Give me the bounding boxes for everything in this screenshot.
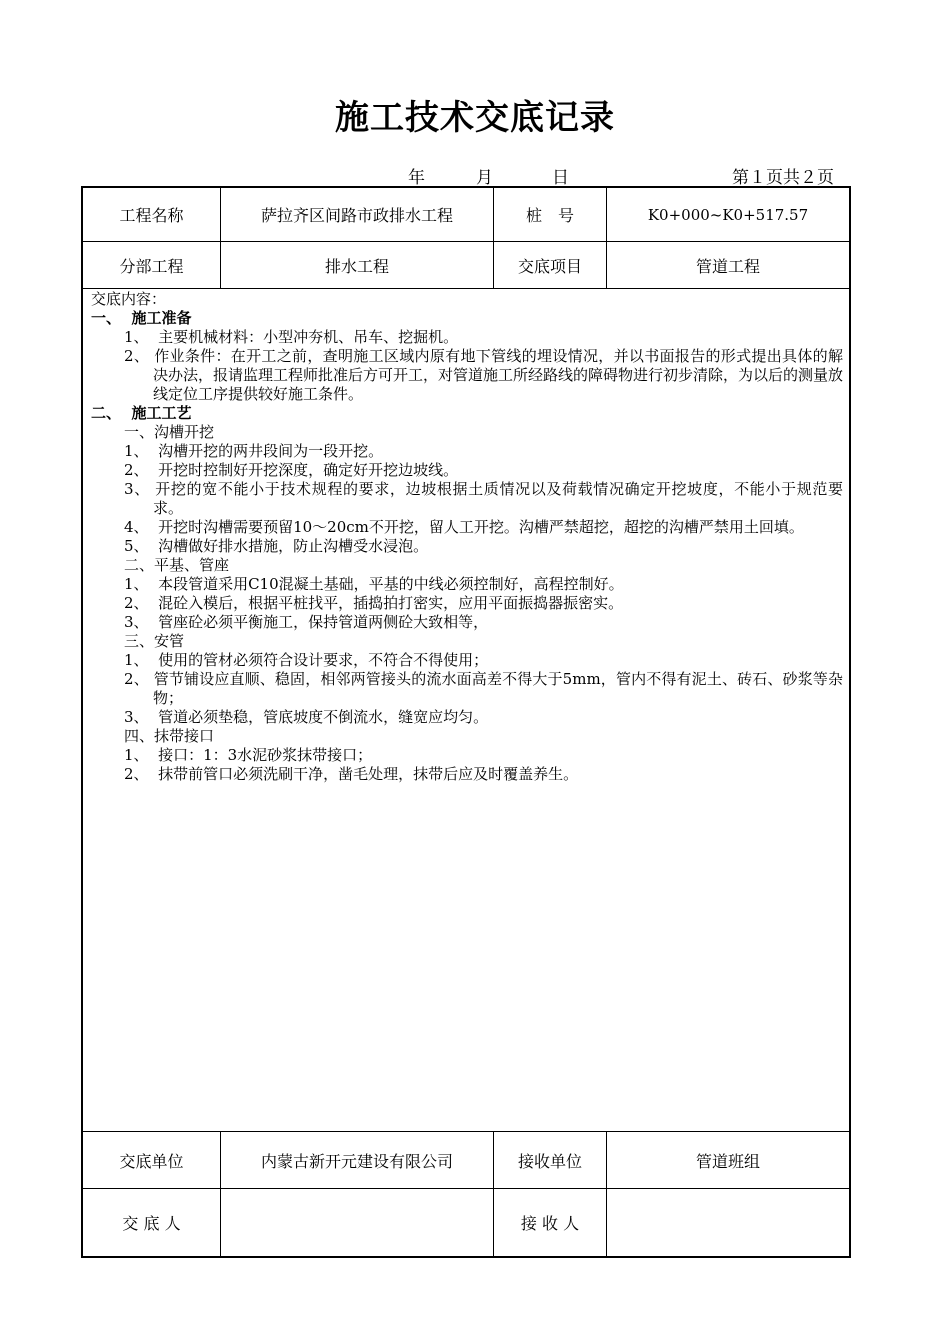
subsection-item: 3、 管道必须垫稳，管底坡度不倒流水，缝宽应均匀。 — [124, 708, 489, 726]
briefing-content — [91, 290, 843, 784]
division-value: 排水工程 — [324, 256, 389, 276]
date-line — [80, 163, 850, 188]
issuer-person-label: 交 底 人 — [122, 1214, 181, 1233]
subsection-item: 2、 抹带前管口必须洗刷干净，凿毛处理，抹带后应及时覆盖养生。 — [124, 765, 579, 783]
issuer-unit-label: 交底单位 — [119, 1151, 184, 1171]
item-value: 管道工程 — [695, 256, 760, 276]
subsection-title: 四、抹带接口 — [124, 727, 215, 745]
subsection-item: 1、 本段管道采用C10混凝土基础，平基的中线必须控制好，高程控制好。 — [124, 575, 624, 593]
section-1-item: 1、 主要机械材料：小型冲夯机、吊车、挖掘机。 — [124, 328, 459, 346]
subsection-item: 3、 开挖的宽不能小于技术规程的要求，边坡根据土质情况以及荷载情况确定开挖坡度，不能小于规范要求。 — [124, 480, 843, 517]
subsection-item: 2、 混砼入模后，根据平桩找平，插捣拍打密实，应用平面振捣器振密实。 — [124, 594, 624, 612]
subsection-item: 5、 沟槽做好排水措施，防止沟槽受水浸泡。 — [124, 537, 429, 555]
receiver-person-signature[interactable] — [607, 1189, 849, 1256]
receiver-unit-value: 管道班组 — [695, 1151, 760, 1171]
issuer-person-signature[interactable] — [221, 1189, 493, 1256]
issuer-unit-value: 内蒙古新开元建设有限公司 — [260, 1151, 453, 1171]
page-indicator: 第１页共２页 — [732, 168, 834, 188]
receiver-unit-label: 接收单位 — [517, 1151, 582, 1171]
subsection-item: 1、 沟槽开挖的两井段间为一段开挖。 — [124, 442, 384, 460]
subsection-item: 2、 管节铺设应直顺、稳固，相邻两管接头的流水面高差不得大于5mm，管内不得有泥土、砖石、砂浆等杂物； — [124, 670, 843, 707]
month-label: 月 — [476, 168, 493, 188]
document-title: 施工技术交底记录 — [335, 98, 615, 138]
project-name-value: 萨拉齐区间路市政排水工程 — [260, 206, 453, 225]
receiver-person-label: 接 收 人 — [520, 1214, 580, 1233]
subsection-item: 1、 使用的管材必须符合设计要求，不符合不得使用； — [124, 651, 489, 669]
station-value: K0+000~K0+517.57 — [647, 205, 809, 224]
section-1-item: 2、 作业条件：在开工之前，查明施工区域内原有地下管线的埋设情况，并以书面报告的形式提出具体的解决办法，报请监理工程师批准后方可开工，对管道施工所经路线的障碍物进行初步清除，为以后的测量放线定位工序提供较好施工条件。 — [124, 347, 844, 403]
day-label: 日 — [552, 168, 569, 188]
project-name-label: 工程名称 — [119, 206, 184, 225]
record-table — [81, 186, 851, 1258]
subsection-title: 三、安管 — [124, 632, 185, 650]
content-intro: 交底内容： — [91, 290, 167, 308]
division-label: 分部工程 — [119, 256, 184, 276]
item-label: 交底项目 — [517, 256, 582, 276]
subsection-item: 1、 接口：1：3水泥砂浆抹带接口； — [124, 746, 373, 764]
subsection-item: 4、 开挖时沟槽需要预留10～20cm不开挖，留人工开挖。沟槽严禁超挖，超挖的沟槽严禁用土回填。 — [124, 518, 804, 536]
section-1-title: 一、 施工准备 — [91, 309, 192, 327]
section-2-title: 二、 施工工艺 — [91, 404, 192, 422]
subsection-title: 一、沟槽开挖 — [124, 423, 215, 441]
subsection-item: 2、 开挖时控制好开挖深度，确定好开挖边坡线。 — [124, 461, 459, 479]
year-label: 年 — [408, 168, 425, 188]
station-label: 桩 号 — [525, 206, 574, 225]
subsection-item: 3、 管座砼必须平衡施工，保持管道两侧砼大致相等， — [124, 613, 489, 631]
subsection-title: 二、平基、管座 — [124, 556, 230, 574]
